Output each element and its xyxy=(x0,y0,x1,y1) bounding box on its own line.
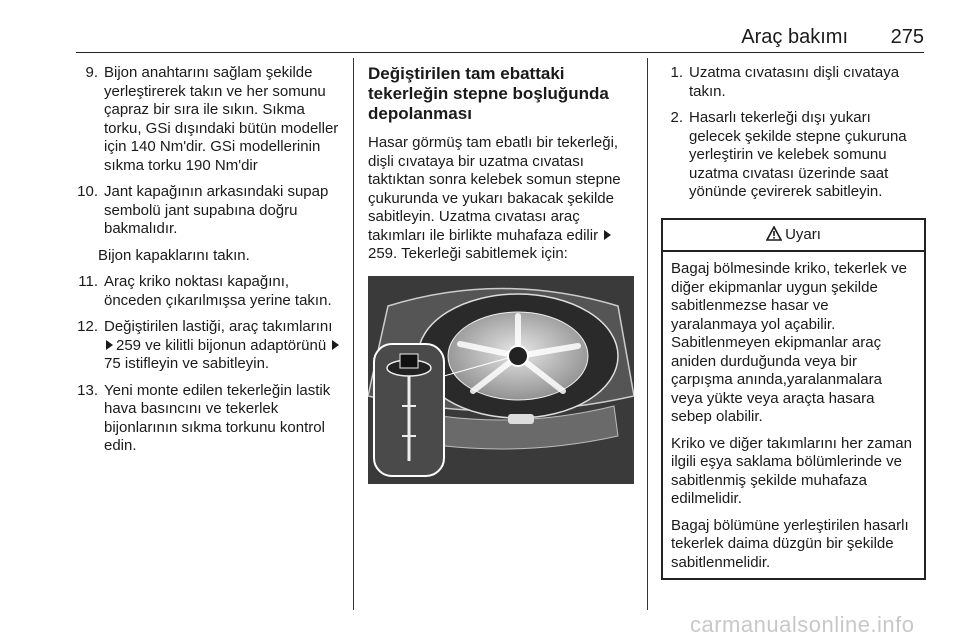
item-number: 10. xyxy=(77,183,98,200)
list-item xyxy=(661,64,926,101)
warning-header xyxy=(663,220,924,253)
item-number: 2. xyxy=(670,109,683,126)
column-divider xyxy=(647,58,648,610)
page-number: 275 xyxy=(890,26,924,48)
item-text: Yeni monte edilen tekerleğin lastik hava basıncını ve tekerlek bijonlarının sıkma torkunu kontrol edin. xyxy=(104,381,331,454)
body-paragraph xyxy=(368,134,634,264)
page-ref-link[interactable]: 75 xyxy=(104,355,121,372)
page-ref-arrow-icon xyxy=(332,340,339,350)
list-item xyxy=(66,183,344,239)
page-ref-arrow-icon xyxy=(106,340,113,350)
page-header xyxy=(76,0,924,53)
item-text-start: Değiştirilen lastiği, araç takımlarını xyxy=(104,318,333,335)
sub-paragraph: Bijon kapaklarını takın. xyxy=(98,246,250,264)
item-text: Uzatma cıvatasını dişli cıvataya takın. xyxy=(689,64,900,100)
page-ref-link[interactable]: 259 xyxy=(116,336,142,354)
paragraph-text-end: . Tekerleği sabitlemek için: xyxy=(393,245,568,262)
column-2 xyxy=(368,64,634,484)
warning-box xyxy=(661,218,926,581)
item-number: 13. xyxy=(77,381,98,399)
warning-paragraph: Bagaj bölümüne yerleştirilen hasarlı tekerlek daima düzgün bir şekilde sabitlenmelidir. xyxy=(671,516,909,571)
warning-body xyxy=(663,252,924,578)
item-number: 12. xyxy=(77,318,98,335)
list-item xyxy=(66,382,344,456)
paragraph-text: Hasar görmüş tam ebatlı bir tekerleği, dişli cıvataya bir uzatma cıvatası taktıktan sonra kelebek somun stepne çukurunda ve yukarı bakacak şekilde sabitleyin. Uzatma cıvatası araç takımları ile birlikte muhafaza edilir xyxy=(368,134,621,244)
list-item xyxy=(66,273,344,310)
page-ref-link[interactable]: 259 xyxy=(368,245,394,262)
watermark: carmanualsonline.info xyxy=(690,612,915,637)
item-text: Araç kriko noktası kapağını, önceden çıkarılmışsa yerine takın. xyxy=(104,273,332,309)
item-text: Bijon anahtarını sağlam şekilde yerleştirerek takın ve her somunu çapraz bir sıra ile sıkın. Sıkma torku, GSi dışındaki bütün modeller için 140 Nm'dir. GSi modellerinin sıkma torku 190 Nm'dir xyxy=(104,64,339,174)
page-ref-arrow-icon xyxy=(604,230,611,240)
item-number: 11. xyxy=(78,273,98,290)
item-text-mid: ve kilitli bijonun adaptörünü xyxy=(145,336,327,354)
column-1 xyxy=(66,64,344,464)
spare-wheel-illustration xyxy=(368,276,634,484)
column-3 xyxy=(661,64,926,580)
spare-wheel-drawing-icon xyxy=(368,276,634,484)
item-text: Jant kapağının arkasındaki supap sembolü jant supabına doğru bakmalıdır. xyxy=(104,183,329,237)
list-item xyxy=(66,64,344,175)
list-item xyxy=(66,318,344,374)
section-title: Araç bakımı xyxy=(741,26,848,48)
item-text-end: istifleyin ve sabitleyin. xyxy=(124,355,270,372)
item-number: 1. xyxy=(670,64,683,81)
warning-paragraph: Kriko ve diğer takımlarını her zaman ilgili eşya saklama bölümlerinde ve sabitlenmiş şekilde muhafaza edilmelidir. xyxy=(671,434,912,507)
warning-triangle-icon xyxy=(766,226,782,241)
item-text: Hasarlı tekerleği dışı yukarı gelecek şekilde stepne çukuruna yerleştirin ve kelebek somunu uzatma cıvatası üzerinde saat yönünde çevirerek sabitleyin. xyxy=(689,109,907,200)
item-number: 9. xyxy=(85,64,98,81)
warning-paragraph: Bagaj bölmesinde kriko, tekerlek ve diğer ekipmanlar uygun şekilde sabitlenmezse hasar ve yaralanmaya yol açabilir. Sabitlenmeyen ekipmanlar araç aniden durduğunda veya bir çarpışma anında,yaralanmalara veya yükte veya araçta hasara sebep olabilir. xyxy=(671,260,907,425)
warning-title: Uyarı xyxy=(785,225,821,243)
list-item xyxy=(661,109,926,202)
section-heading: Değiştirilen tam ebattaki tekerleğin stepne boşluğunda depolanması xyxy=(368,64,609,123)
column-divider xyxy=(353,58,354,610)
item-text xyxy=(104,318,344,374)
